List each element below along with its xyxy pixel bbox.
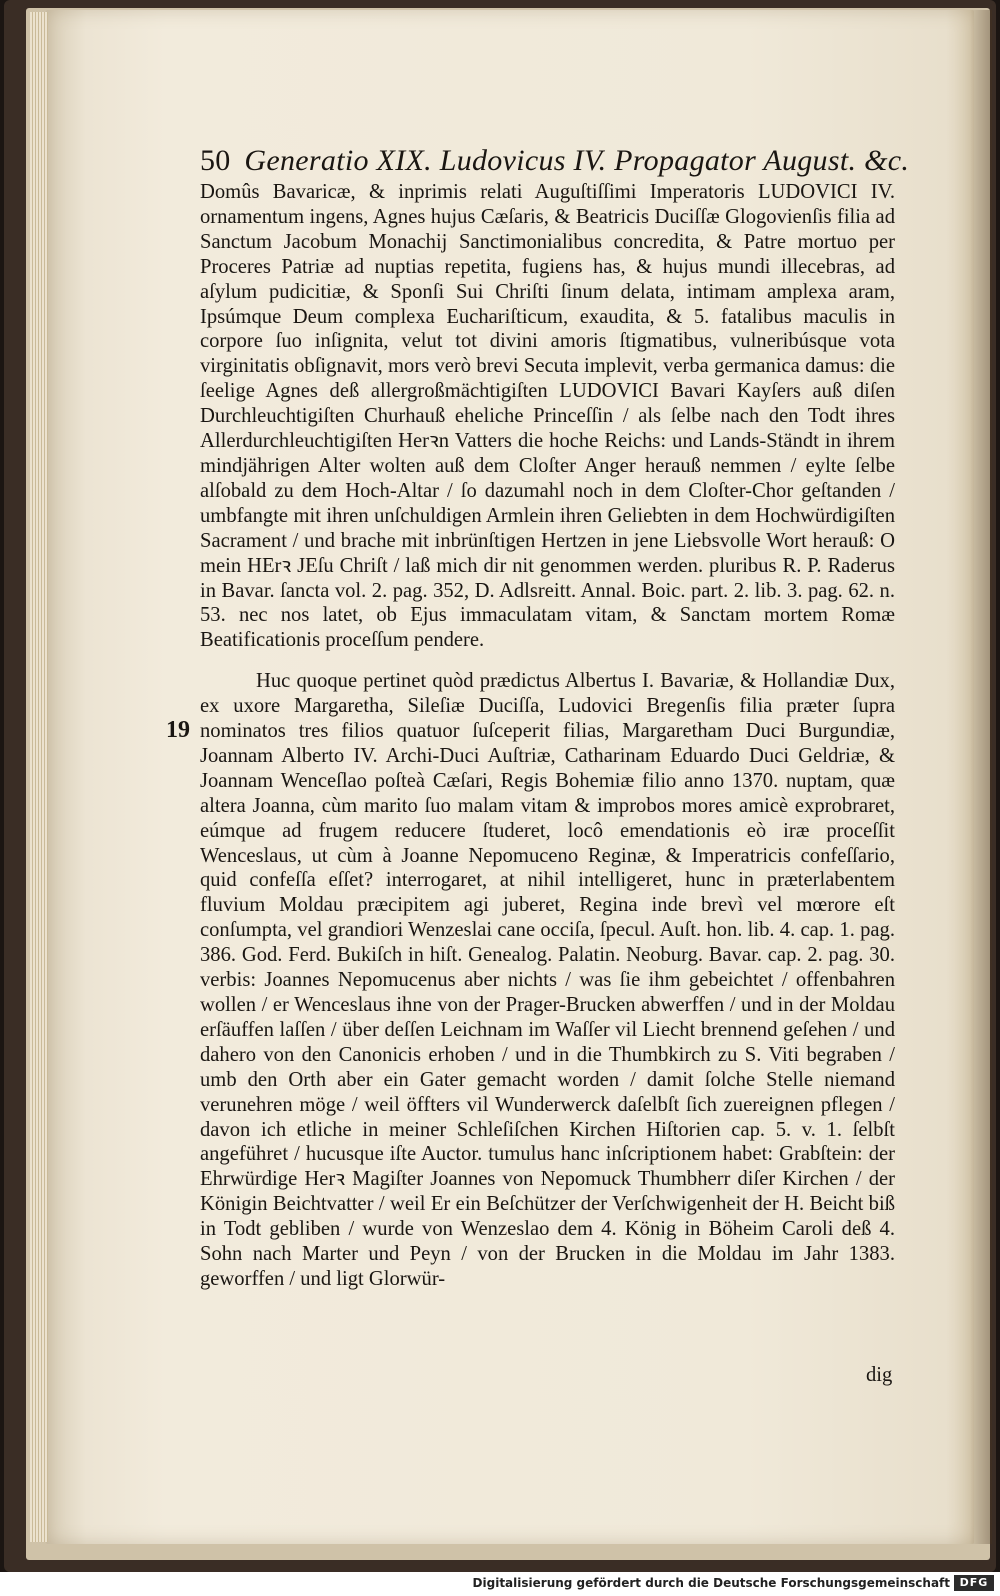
paragraph-2: Huc quoque pertinet quòd prædictus Albertus I. Bavariæ, & Hollandiæ Dux, ex uxore Margaretha, Sileſiæ Duciſſa, Ludovici Bregenſis filia præter ſupra nominatos tres filios quatuor ſuſceperit filias, Margaretham Duci Burgundiæ, Joannam Alberto IV. Archi-Duci Auſtriæ, Catharinam Eduardo Duci Geldriæ, & Joannam Wenceſlao poſteà Cæſari, Regis Bohemiæ filio anno 1370. nuptam, quæ altera Joanna, cùm marito ſuo malam vitam & improbos mores amicè exprobraret, eúmque ad frugem reducere ſtuderet, locô emendationis eò iræ proceſſit Wenceslaus, ut cùm à Joanne Nepomuceno Reginæ, & Imperatricis confeſſario, quid confeſſa eſſet? interrogaret, at nihil intelligeret, hunc in præterlabentem fluvium Moldau præcipitem agi juberet, Regina inde brevì vel mœrore eſt conſumpta, vel grandiori Wenzeslai cane occiſa, ſpecul. Auſt. hon. lib. 4. cap. 1. pag. 386. God. Ferd. Bukiſch in hiſt. Genealog. Palatin. Neoburg. Bavar. cap. 2. pag. 30. verbis: Joannes Nepomucenus aber nichts / was ſie ihm gebeichtet / offenbahren wollen / er Wenceslaus ihne von der Prager-Brucken abwerffen / und in der Moldau erſäuffen laſſen / über deſſen Leichnam im Waſſer vil Liecht brennend geſehen / und dahero von den Canonicis erhoben / und in die Thumbkirch zu S. Viti begraben / umb den Orth aber ein Gater gemacht worden / damit ſolche Stelle niemand verunehren möge / weil öffters vil Wunderwerck daſelbſt ſich zuereignen pflegen / davon ich etliche in meiner Schleſiſchen Kirchen Hiſtorien cap. 5. v. 1. ſelbſt angeführet / hucusque iſte Auctor. tumulus hanc inſcriptionem habet: Grabſtein: der Ehrwürdige Herꝛ Magiſter Joannes von Nepomuck Thumbherr diſer Kirchen / der Königin Beichtvatter / weil Er ein Beſchützer der Verſchwigenheit der H. Beicht biß in Todt gebliben / wurde von Wenzeslao dem 4. König in Böheim Caroli deß 4. Sohn nach Marter und Peyn / von der Brucken in die Moldau im Jahr 1383. geworffen / und ligt Glorwür- (200, 670, 895, 1290)
page-number: 50 (200, 144, 231, 177)
digitization-footer (0, 1572, 1000, 1596)
gutter-shadow (970, 10, 992, 1544)
paragraph-1: Domûs Bavaricæ, & inprimis relati Auguſtiſſimi Imperatoris LUDOVICI IV. ornamentum ingens, Agnes hujus Cæſaris, & Beatricis Duciſſæ Glogovienſis filia ad Sanctum Jacobum Monachij Sanctimonialibus concredita, & Patre mortuo per Proceres Patriæ ad nuptias repetita, fugiens has, & hujus mundi illecebras, ad aſylum pudicitiæ, & Sponſi Sui Chriſti ſinum delata, intimam amplexa aram, Ipsúmque Deum complexa Euchariſticum, exaudita, & 5. fatalibus maculis in corpore ſuo inſignita, velut tot divini amoris ſtigmatibus, vulneribúsque vota virginitatis obſignavit, mors verò brevi Secuta implevit, verba germanica damus: die ſeelige Agnes deß allergroßmächtigiſten LUDOVICI Bavari Kayſers auß diſen Durchleuchtigiſten Churhauß eheliche Princeſſin / als ſelbe nach den Todt ihres Allerdurchleuchtigiſten Herꝛn Vatters die hoche Reichs: und Lands-Ständt in ihrem mindjährigen Alter wolten auß dem Cloſter Anger herauß nemmen / eylte ſelbe alſobald zu dem Hoch-Altar / ſo dazumahl noch in dem Cloſter-Chor geſtanden / umbfangte mit ihren unſchuldigen Armlein ihren Geliebten in dem Hochwürdigiſten Sacrament / und brache mit inbrünſtigen Hertzen in jene Liebsvolle Wort herauß: O mein HErꝛ JEſu Chriſt / laß mich dir nit genommen werden. pluribus R. P. Raderus in Bavar. ſancta vol. 2. pag. 352, D. Adlsreitt. Annal. Boic. part. 2. lib. 3. pag. 62. n. 53. nec nos latet, ob Ejus immaculatam vitam, & Sanctam mortem Romæ Beatificationis proceſſum pendere. (200, 181, 895, 652)
funding-credit: Digitalisierung gefördert durch die Deutsche Forschungsgemeinschaft (472, 1576, 950, 1590)
section-number: 19 (166, 717, 190, 743)
page-text-block (200, 142, 910, 1292)
running-title: Generatio XIX. Ludovicus IV. Propagator August. &c. (244, 144, 910, 177)
catchword: dig (866, 1364, 893, 1386)
running-header (200, 142, 910, 180)
dfg-logo-icon: DFG (954, 1575, 994, 1591)
page-edges (30, 12, 48, 1542)
